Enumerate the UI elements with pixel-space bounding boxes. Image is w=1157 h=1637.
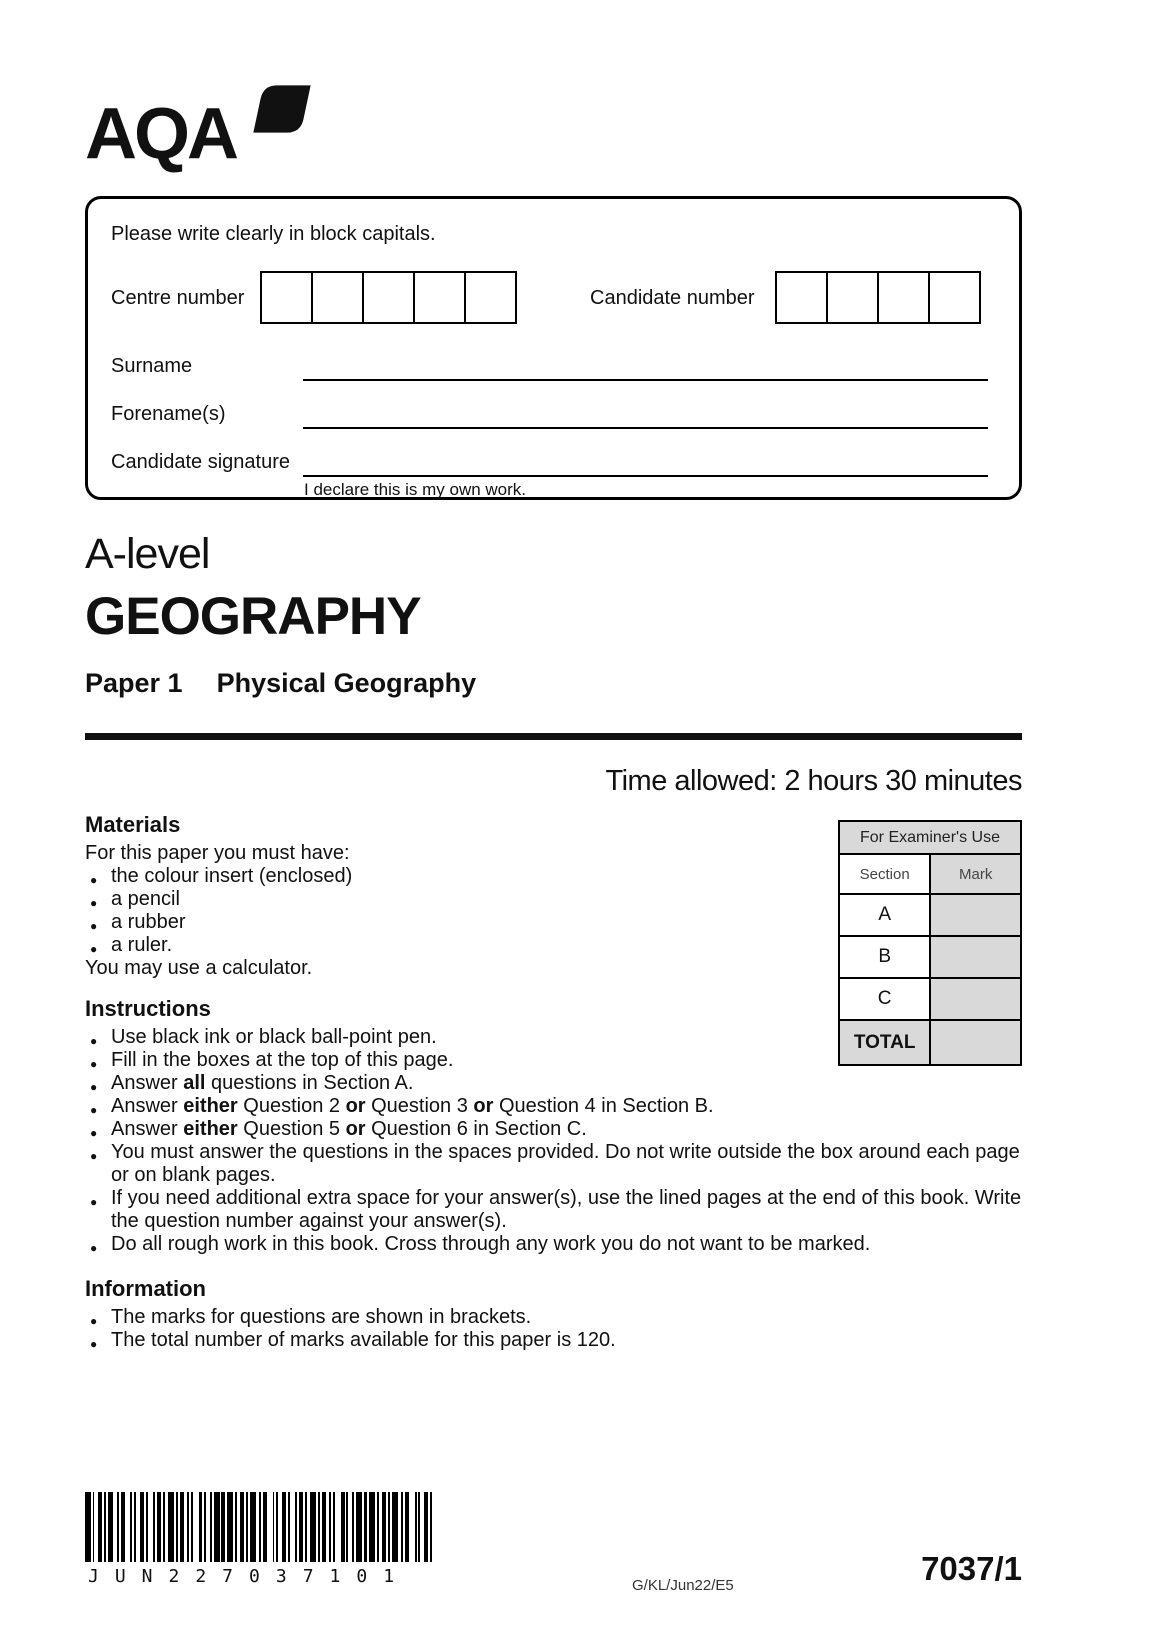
centre-number-label: Centre number — [111, 287, 245, 309]
divider-rule — [85, 733, 1022, 740]
information-item: ● The total number of marks available for this paper is 120. — [85, 1329, 1022, 1352]
instructions-item: ● Answer either Question 2 or Question 3 or Question 4 in Section B. — [85, 1095, 1022, 1118]
paper-title: Physical Geography — [216, 668, 477, 698]
candidate-number-boxes — [775, 271, 981, 324]
candidate-details-box — [85, 196, 1022, 500]
centre-number-cell[interactable] — [260, 271, 313, 324]
qualification-level: A-level — [85, 530, 210, 578]
block-capitals-instruction: Please write clearly in block capitals. — [111, 223, 436, 245]
candidate-number-label: Candidate number — [590, 287, 755, 309]
instructions-item: ● Do all rough work in this book. Cross through any work you do not want to be marked. — [85, 1233, 1022, 1256]
surname-label: Surname — [111, 355, 193, 377]
total-label-cell: TOTAL — [839, 1020, 930, 1065]
instructions-item: ● If you need additional extra space for your answer(s), use the lined pages at the end of this book. Write the question number against your answer(s). — [85, 1187, 1022, 1233]
centre-number-cell[interactable] — [413, 271, 466, 324]
instructions-list — [85, 1026, 1022, 1256]
materials-intro: For this paper you must have: — [85, 842, 350, 864]
centre-number-cell[interactable] — [464, 271, 517, 324]
signature-label: Candidate signature — [111, 451, 291, 473]
instructions-item: ● Answer either Question 5 or Question 6 in Section C. — [85, 1118, 1022, 1141]
centre-number-boxes — [260, 271, 517, 324]
forenames-line[interactable] — [303, 427, 988, 429]
surname-line[interactable] — [303, 379, 988, 381]
materials-section — [85, 812, 805, 980]
information-section — [85, 1276, 1022, 1352]
materials-item: ● a ruler. — [85, 934, 805, 957]
instructions-item: ● Fill in the boxes at the top of this page. — [85, 1049, 1022, 1072]
declaration-text: I declare this is my own work. — [304, 480, 527, 499]
section-b-cell: B — [839, 936, 930, 978]
paper-number: Paper 1 — [85, 668, 183, 698]
aqa-logo-text: AQA — [85, 94, 236, 174]
materials-item: ● a rubber — [85, 911, 805, 934]
barcode — [85, 1492, 437, 1562]
information-heading: Information — [85, 1276, 206, 1301]
centre-number-cell[interactable] — [311, 271, 364, 324]
section-c-cell: C — [839, 978, 930, 1020]
centre-number-cell[interactable] — [362, 271, 415, 324]
information-list — [85, 1306, 1022, 1352]
print-reference: G/KL/Jun22/E5 — [632, 1577, 734, 1594]
aqa-leaf-icon — [249, 82, 314, 136]
paper-code: 7037/1 — [921, 1550, 1022, 1587]
aqa-logo — [85, 84, 236, 174]
instructions-heading: Instructions — [85, 996, 211, 1021]
candidate-number-cell[interactable] — [877, 271, 930, 324]
subject-title: GEOGRAPHY — [85, 587, 421, 646]
mark-cell-b — [930, 936, 1021, 978]
materials-item: ● the colour insert (enclosed) — [85, 865, 805, 888]
instructions-item: ● Use black ink or black ball-point pen. — [85, 1026, 1022, 1049]
materials-list — [85, 865, 805, 957]
signature-line[interactable] — [303, 475, 988, 477]
candidate-number-cell[interactable] — [775, 271, 828, 324]
examiner-table-title: For Examiner's Use — [839, 821, 1021, 854]
section-column-header: Section — [839, 854, 930, 894]
instructions-item: ● Answer all questions in Section A. — [85, 1072, 1022, 1095]
barcode-gap — [432, 1492, 436, 1562]
section-a-cell: A — [839, 894, 930, 936]
paper-line — [85, 668, 476, 699]
time-allowed: Time allowed: 2 hours 30 minutes — [605, 765, 1022, 797]
mark-cell-a — [930, 894, 1021, 936]
materials-note: You may use a calculator. — [85, 957, 313, 979]
information-item: ● The marks for questions are shown in brackets. — [85, 1306, 1022, 1329]
instructions-item: ● You must answer the questions in the spaces provided. Do not write outside the box around each page or on blank pages. — [85, 1141, 1022, 1187]
instructions-section — [85, 996, 1022, 1256]
materials-heading: Materials — [85, 812, 181, 837]
candidate-number-cell[interactable] — [928, 271, 981, 324]
materials-item: ● a pencil — [85, 888, 805, 911]
candidate-number-cell[interactable] — [826, 271, 879, 324]
mark-column-header: Mark — [930, 854, 1021, 894]
barcode-number: JUN227037101 — [88, 1566, 411, 1587]
forenames-label: Forename(s) — [111, 403, 226, 425]
